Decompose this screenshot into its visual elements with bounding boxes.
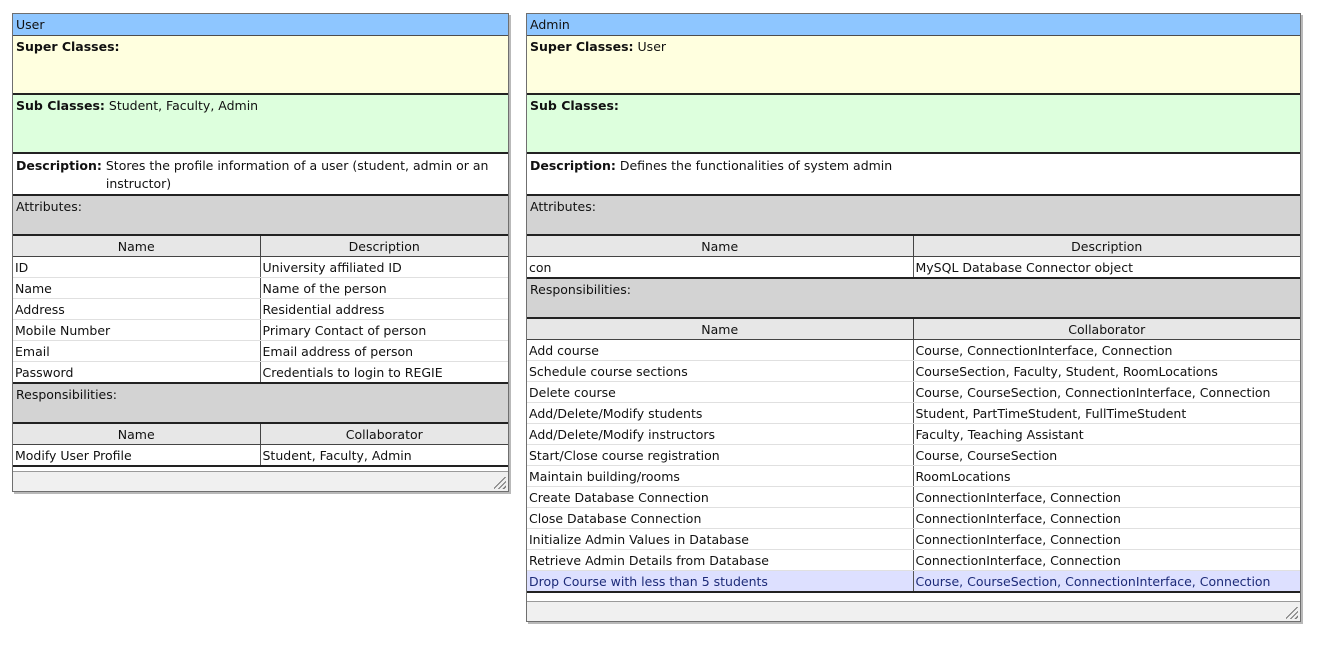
responsibilities-table xyxy=(13,424,508,467)
description-section[interactable] xyxy=(527,154,1300,196)
table-row[interactable] xyxy=(13,257,508,278)
table-row[interactable] xyxy=(527,257,1300,279)
description-label: Description: xyxy=(16,158,102,173)
attribute-name[interactable]: Name xyxy=(13,278,260,299)
card-footer xyxy=(527,601,1300,621)
responsibility-name[interactable]: Add course xyxy=(527,340,913,361)
table-row[interactable] xyxy=(13,341,508,362)
responsibility-name[interactable]: Schedule course sections xyxy=(527,361,913,382)
responsibility-collaborator[interactable]: Course, ConnectionInterface, Connection xyxy=(913,340,1300,361)
responsibility-collaborator[interactable]: Course, CourseSection, ConnectionInterface, Connection xyxy=(913,571,1300,593)
column-header-name[interactable]: Name xyxy=(527,319,913,340)
table-row[interactable] xyxy=(13,299,508,320)
attribute-name[interactable]: con xyxy=(527,257,913,279)
responsibility-collaborator[interactable]: ConnectionInterface, Connection xyxy=(913,529,1300,550)
super-classes-value: User xyxy=(637,39,667,54)
table-row[interactable] xyxy=(527,340,1300,361)
table-row[interactable] xyxy=(13,445,508,467)
responsibility-name[interactable]: Add/Delete/Modify students xyxy=(527,403,913,424)
attributes-table xyxy=(527,236,1300,279)
table-row[interactable] xyxy=(527,466,1300,487)
sub-classes-label: Sub Classes: xyxy=(16,98,105,113)
table-row[interactable] xyxy=(527,361,1300,382)
super-classes-label: Super Classes: xyxy=(530,39,634,54)
description-value: Stores the profile information of a user (student, admin or an instructor) xyxy=(105,158,489,191)
admin-class-card[interactable] xyxy=(526,13,1301,622)
responsibility-name[interactable]: Add/Delete/Modify instructors xyxy=(527,424,913,445)
table-row-selected[interactable] xyxy=(527,571,1300,593)
column-header-description[interactable]: Description xyxy=(913,236,1300,257)
responsibility-name[interactable]: Retrieve Admin Details from Database xyxy=(527,550,913,571)
user-class-card[interactable] xyxy=(12,13,509,492)
attribute-description[interactable]: Name of the person xyxy=(260,278,508,299)
sub-classes-label: Sub Classes: xyxy=(530,98,619,113)
super-classes-section[interactable] xyxy=(527,36,1300,95)
table-row[interactable] xyxy=(13,320,508,341)
attribute-description[interactable]: Email address of person xyxy=(260,341,508,362)
responsibility-name[interactable]: Create Database Connection xyxy=(527,487,913,508)
responsibilities-label: Responsibilities: xyxy=(530,282,631,297)
table-row[interactable] xyxy=(527,445,1300,466)
attribute-description[interactable]: Residential address xyxy=(260,299,508,320)
column-header-collaborator[interactable]: Collaborator xyxy=(913,319,1300,340)
responsibility-name[interactable]: Close Database Connection xyxy=(527,508,913,529)
column-header-name[interactable]: Name xyxy=(527,236,913,257)
table-row[interactable] xyxy=(527,508,1300,529)
super-classes-label: Super Classes: xyxy=(16,39,120,54)
attribute-description[interactable]: Primary Contact of person xyxy=(260,320,508,341)
responsibilities-table xyxy=(527,319,1300,593)
sub-classes-value: Student, Faculty, Admin xyxy=(108,98,259,113)
attributes-label: Attributes: xyxy=(16,199,82,214)
responsibility-collaborator[interactable]: Student, PartTimeStudent, FullTimeStudent xyxy=(913,403,1300,424)
table-row[interactable] xyxy=(527,382,1300,403)
attribute-name[interactable]: Email xyxy=(13,341,260,362)
super-classes-section[interactable] xyxy=(13,36,508,95)
responsibility-name[interactable]: Modify User Profile xyxy=(13,445,260,467)
responsibility-collaborator[interactable]: ConnectionInterface, Connection xyxy=(913,550,1300,571)
responsibility-collaborator[interactable]: CourseSection, Faculty, Student, RoomLocations xyxy=(913,361,1300,382)
responsibility-collaborator[interactable]: ConnectionInterface, Connection xyxy=(913,508,1300,529)
responsibility-collaborator[interactable]: Faculty, Teaching Assistant xyxy=(913,424,1300,445)
description-value: Defines the functionalities of system admin xyxy=(619,158,893,173)
attribute-name[interactable]: Password xyxy=(13,362,260,384)
description-label: Description: xyxy=(530,158,616,173)
table-row[interactable] xyxy=(527,529,1300,550)
sub-classes-section[interactable] xyxy=(13,95,508,154)
responsibilities-label: Responsibilities: xyxy=(16,387,117,402)
table-row[interactable] xyxy=(527,403,1300,424)
responsibilities-section[interactable] xyxy=(527,279,1300,319)
column-header-name[interactable]: Name xyxy=(13,236,260,257)
attribute-name[interactable]: Address xyxy=(13,299,260,320)
responsibility-collaborator[interactable]: Student, Faculty, Admin xyxy=(260,445,508,467)
card-footer xyxy=(13,471,508,491)
table-row[interactable] xyxy=(13,362,508,384)
table-row[interactable] xyxy=(13,278,508,299)
column-header-name[interactable]: Name xyxy=(13,424,260,445)
sub-classes-section[interactable] xyxy=(527,95,1300,154)
column-header-description[interactable]: Description xyxy=(260,236,508,257)
responsibility-collaborator[interactable]: Course, CourseSection, ConnectionInterface, Connection xyxy=(913,382,1300,403)
attributes-section[interactable] xyxy=(13,196,508,236)
attribute-description[interactable]: Credentials to login to REGIE xyxy=(260,362,508,384)
card-title[interactable]: Admin xyxy=(527,14,1300,36)
responsibility-collaborator[interactable]: RoomLocations xyxy=(913,466,1300,487)
responsibility-name[interactable]: Delete course xyxy=(527,382,913,403)
responsibility-name[interactable]: Drop Course with less than 5 students xyxy=(527,571,913,593)
responsibility-collaborator[interactable]: Course, CourseSection xyxy=(913,445,1300,466)
table-row[interactable] xyxy=(527,424,1300,445)
attribute-description[interactable]: University affiliated ID xyxy=(260,257,508,278)
column-header-collaborator[interactable]: Collaborator xyxy=(260,424,508,445)
attributes-table xyxy=(13,236,508,384)
attribute-name[interactable]: Mobile Number xyxy=(13,320,260,341)
responsibilities-section[interactable] xyxy=(13,384,508,424)
responsibility-name[interactable]: Maintain building/rooms xyxy=(527,466,913,487)
resize-grip-icon[interactable] xyxy=(494,477,506,489)
attributes-section[interactable] xyxy=(527,196,1300,236)
responsibility-name[interactable]: Start/Close course registration xyxy=(527,445,913,466)
table-row[interactable] xyxy=(527,550,1300,571)
description-section[interactable] xyxy=(13,154,508,196)
card-title[interactable]: User xyxy=(13,14,508,36)
resize-grip-icon[interactable] xyxy=(1286,607,1298,619)
attributes-label: Attributes: xyxy=(530,199,596,214)
responsibility-collaborator[interactable]: ConnectionInterface, Connection xyxy=(913,487,1300,508)
responsibility-name[interactable]: Initialize Admin Values in Database xyxy=(527,529,913,550)
attribute-description[interactable]: MySQL Database Connector object xyxy=(913,257,1300,279)
table-row[interactable] xyxy=(527,487,1300,508)
attribute-name[interactable]: ID xyxy=(13,257,260,278)
